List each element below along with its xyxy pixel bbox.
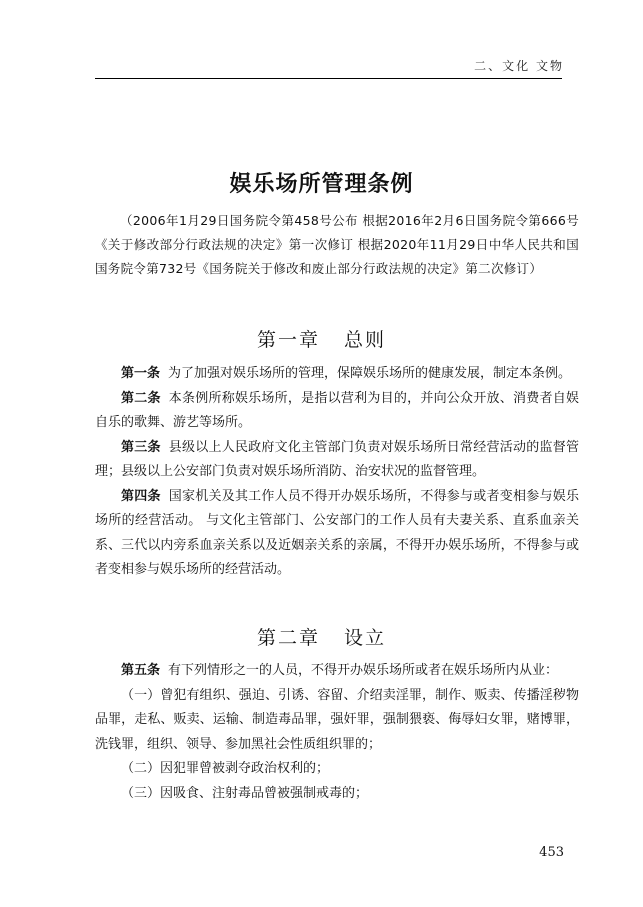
chapter-2-body xyxy=(95,659,579,806)
promulgation-note: （2006年1月29日国务院令第458号公布 根据2016年2月6日国务院令第666号《关于修改部分行政法规的决定》第一次修订 根据2020年11月29日中华人民共和国国务院令第732号《国务院关于修改和废止部分行政法规的决定》第二次修订） xyxy=(95,213,579,276)
chapter-number: 第二章 xyxy=(256,627,320,649)
article xyxy=(95,387,579,436)
article xyxy=(95,362,579,387)
article-label: 第二条 xyxy=(121,390,161,406)
document-title: 娱乐场所管理条例 xyxy=(229,172,414,197)
header-rule xyxy=(95,78,562,79)
article-text: 本条例所称娱乐场所，是指以营利为目的，并向公众开放、消费者自娱自乐的歌舞、游艺等场所。 xyxy=(95,390,579,430)
chapter-name: 设立 xyxy=(344,627,387,649)
page-number: 453 xyxy=(539,845,564,860)
list-item: （三）因吸食、注射毒品曾被强制戒毒的； xyxy=(121,785,369,801)
list-item: （一）曾犯有组织、强迫、引诱、容留、介绍卖淫罪，制作、贩卖、传播淫秽物品罪，走私、贩卖、运输、制造毒品罪，强奸罪，强制猥亵、侮辱妇女罪，赌博罪，洗钱罪，组织、领导、参加黑社会性质组织罪的； xyxy=(95,687,579,752)
article-text: 为了加强对娱乐场所的管理，保障娱乐场所的健康发展，制定本条例。 xyxy=(168,366,572,381)
list-item: （二）因犯罪曾被剥夺政治权利的； xyxy=(121,761,330,776)
chapter-heading-2 xyxy=(0,623,643,650)
chapter-name: 总则 xyxy=(344,329,387,351)
article-label: 第三条 xyxy=(121,439,161,455)
article-text: 有下列情形之一的人员，不得开办娱乐场所或者在娱乐场所内从业： xyxy=(168,663,559,678)
article xyxy=(95,436,579,485)
article-text: 国家机关及其工作人员不得开办娱乐场所，不得参与或者变相参与娱乐场所的经营活动。 与文化主管部门、公安部门的工作人员有夫妻关系、直系血亲关系、三代以内旁系血亲关系以及近姻亲关系的亲属，不得开办娱乐场所，不得参与或者变相参与娱乐场所的经营活动。 xyxy=(95,488,579,577)
chapter-1-body xyxy=(95,362,579,583)
article xyxy=(95,659,579,684)
chapter-heading-1 xyxy=(0,325,643,352)
article-label: 第一条 xyxy=(121,366,161,381)
chapter-number: 第一章 xyxy=(256,329,320,351)
article-text: 县级以上人民政府文化主管部门负责对娱乐场所日常经营活动的监督管理；县级以上公安部门负责对娱乐场所消防、治安状况的监督管理。 xyxy=(95,439,579,479)
article-label: 第五条 xyxy=(121,663,161,678)
running-head: 二、文化 文物 xyxy=(474,59,564,73)
article-label: 第四条 xyxy=(121,488,161,504)
article xyxy=(95,485,579,583)
